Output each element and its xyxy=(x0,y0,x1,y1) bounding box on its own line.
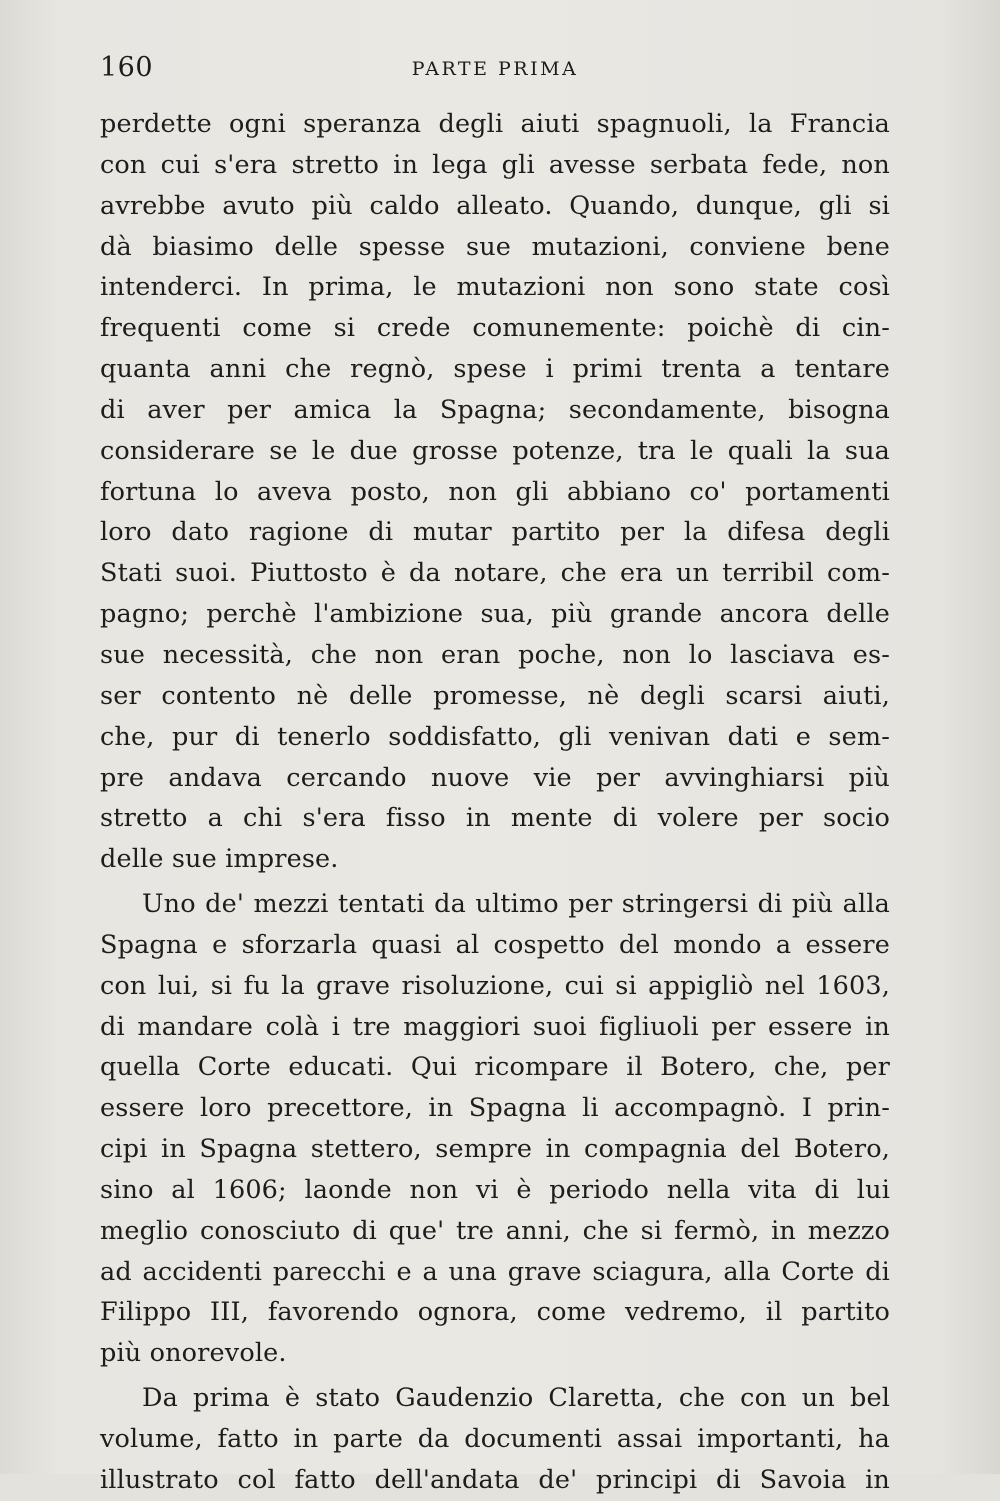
paragraph xyxy=(100,1378,890,1501)
text-line: quella Corte educati. Qui ricompare il Botero, che, per xyxy=(100,1052,890,1083)
text-line: Spagna e sforzarla quasi al cospetto del mondo a essere xyxy=(100,929,890,960)
text-line: intenderci. In prima, le mutazioni non sono state così xyxy=(100,272,890,303)
text-line: considerare se le due grosse potenze, tra le quali la sua xyxy=(100,435,890,466)
text-line: con lui, si fu la grave risoluzione, cui si appigliò nel 1603, xyxy=(100,970,890,1001)
text-line: perdette ogni speranza degli aiuti spagnuoli, la Francia xyxy=(100,109,890,139)
page-number: 160 xyxy=(100,52,154,83)
text-line: Filippo III, favorendo ognora, come vedremo, il partito xyxy=(100,1297,890,1328)
text-line: loro dato ragione di mutar partito per la difesa degli xyxy=(100,517,890,548)
text-line: Stati suoi. Piuttosto è da notare, che era un terribil com- xyxy=(100,558,890,589)
text-line: pre andava cercando nuove vie per avvinghiarsi più xyxy=(100,762,890,793)
paragraph xyxy=(100,104,890,880)
text-line: cipi in Spagna stettero, sempre in compagnia del Botero, xyxy=(100,1134,890,1165)
text-line: delle sue imprese. xyxy=(100,844,339,875)
text-line: con cui s'era stretto in lega gli avesse serbata fede, non xyxy=(100,149,890,180)
text-line: frequenti come si crede comunemente: poichè di cin- xyxy=(100,313,890,344)
text-line: essere loro precettore, in Spagna li accompagnò. I prin- xyxy=(100,1093,890,1124)
text-line: stretto a chi s'era fisso in mente di volere per socio xyxy=(100,803,890,834)
text-line: Uno de' mezzi tentati da ultimo per stringersi di più alla xyxy=(142,889,890,920)
running-head: PARTE PRIMA xyxy=(411,58,579,80)
text-line: di aver per amica la Spagna; secondamente, bisogna xyxy=(100,394,890,425)
paragraph xyxy=(100,884,890,1374)
text-line: pagno; perchè l'ambizione sua, più grande ancora delle xyxy=(100,599,890,630)
text-line: ad accidenti parecchi e a una grave sciagura, alla Corte di xyxy=(100,1256,890,1287)
text-line: illustrato col fatto dell'andata de' principi di Savoia in xyxy=(100,1464,890,1495)
text-line: volume, fatto in parte da documenti assai importanti, ha xyxy=(100,1424,890,1454)
text-line: avrebbe avuto più caldo alleato. Quando, dunque, gli si xyxy=(100,190,890,221)
text-line: dà biasimo delle spesse sue mutazioni, conviene bene xyxy=(100,231,890,262)
text-line: ser contento nè delle promesse, nè degli scarsi aiuti, xyxy=(100,680,890,711)
text-line: Da prima è stato Gaudenzio Claretta, che con un bel xyxy=(142,1383,890,1414)
text-line: più onorevole. xyxy=(100,1338,287,1369)
text-line: di mandare colà i tre maggiori suoi figliuoli per essere in xyxy=(100,1011,890,1042)
text-line: che, pur di tenerlo soddisfatto, gli venivan dati e sem- xyxy=(100,721,890,752)
text-line: meglio conosciuto di que' tre anni, che si fermò, in mezzo xyxy=(100,1215,890,1246)
page-header xyxy=(100,52,890,92)
text-line: quanta anni che regnò, spese i primi trenta a tentare xyxy=(100,354,890,385)
text-line: sue necessità, che non eran poche, non lo lasciava es- xyxy=(100,639,890,670)
body-text xyxy=(100,104,890,1501)
text-line: sino al 1606; laonde non vi è periodo nella vita di lui xyxy=(100,1174,890,1205)
text-line: fortuna lo aveva posto, non gli abbiano co' portamenti xyxy=(100,476,890,507)
